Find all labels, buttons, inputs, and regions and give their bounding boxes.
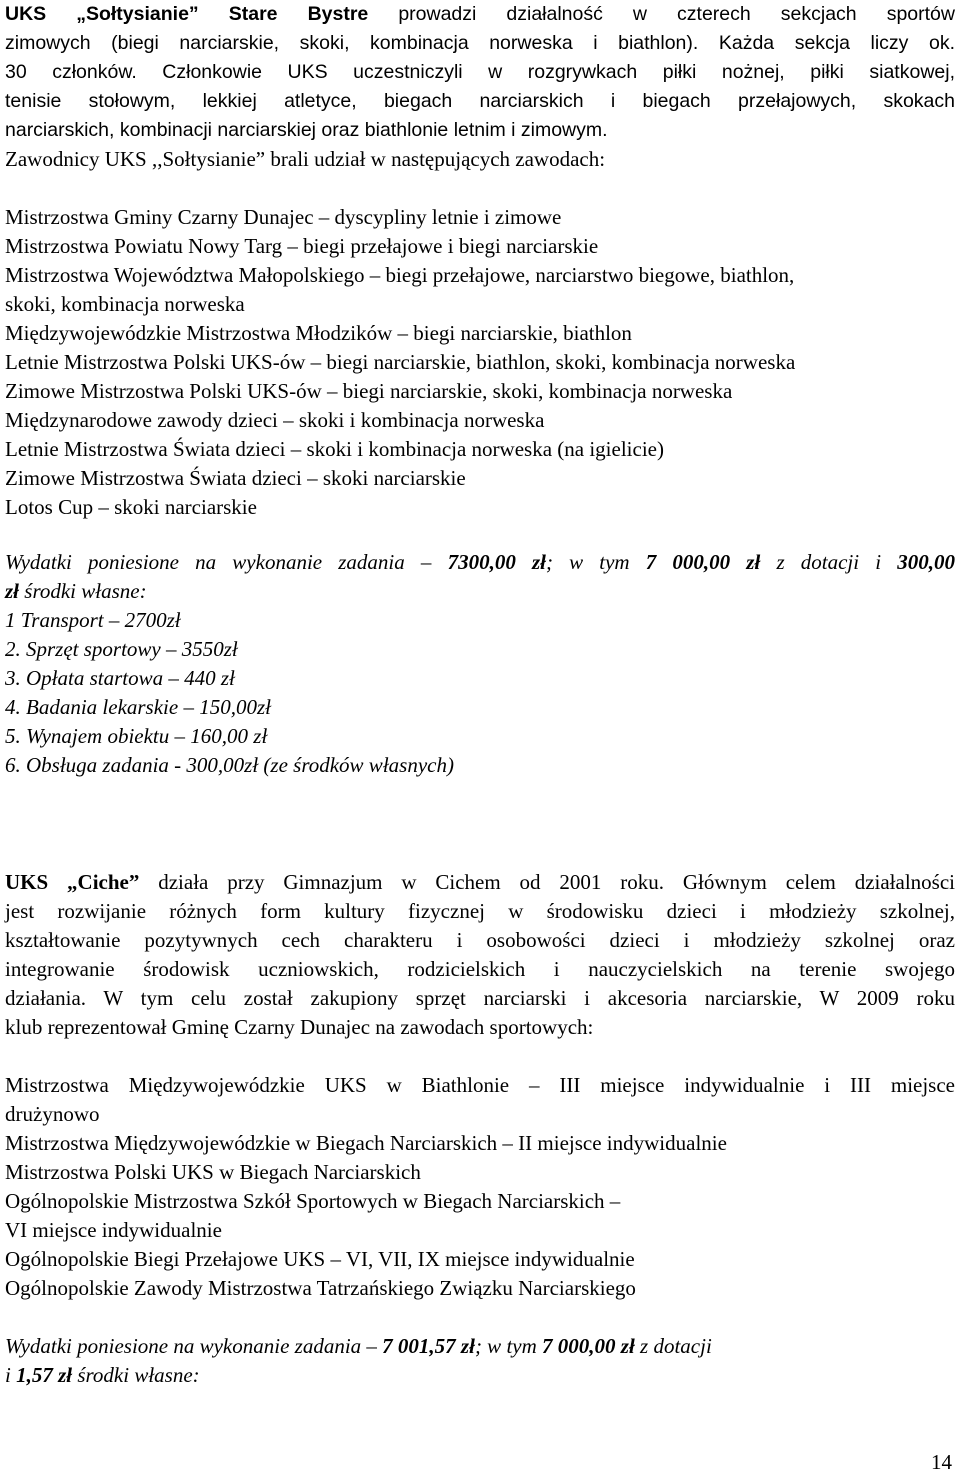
expenses-grant: 7 000,00 zł [645,550,761,574]
cost-text: 2. Sprzęt sportowy – 3550zł [5,637,238,661]
intro-line-1 [5,0,955,29]
list-item: Mistrzostwa Polski UKS w Biegach Narciarskich [5,1160,421,1184]
expenses-total: 7300,00 zł [447,550,546,574]
ciche-expenses-line-2 [5,1361,955,1390]
list-item: Letnie Mistrzostwa Polski UKS-ów – biegi narciarskie, biathlon, skoki, kombinacja norweska [5,350,796,374]
list-item: Zimowe Mistrzostwa Polski UKS-ów – biegi narciarskie, skoki, kombinacja norweska [5,379,733,403]
club-name-soltysianie: „Sołtysianie” [76,3,199,25]
expenses-sep: ; w tym [474,1334,543,1358]
list-item: Międzywojewódzkie Mistrzostwa Młodzików – biegi narciarskie, biathlon [5,321,632,345]
ciche-line-4: integrowanie środowisk uczniowskich, rodzicielskich i nauczycielskich na terenie swojego [5,957,955,981]
cost-item [5,751,955,780]
intro-line-4: tenisie stołowym, lekkiej atletyce, biegach narciarskich i biegach przełajowych, skokach [5,90,955,112]
list-item: Lotos Cup – skoki narciarskie [5,495,257,519]
list-item: Letnie Mistrzostwa Świata dzieci – skoki i kombinacja norweska (na igielicie) [5,437,664,461]
ciche-expenses [5,1332,955,1390]
expenses-label: Wydatki poniesione na wykonanie zadania – [5,550,448,574]
list-item: Mistrzostwa Międzywojewódzkie w Biegach Narciarskich – II miejsce indywidualnie [5,1131,727,1155]
expenses-line-1 [5,548,955,577]
intro-line-3: 30 członków. Członkowie UKS uczestniczyli w rozgrywkach piłki nożnej, piłki siatkowej, [5,61,955,83]
ciche-text-1: działa przy Gimnazjum w Cichem od 2001 roku. Głównym celem działalności [139,870,955,894]
cost-text: 1 Transport – 2700zł [5,608,181,632]
cost-item [5,693,955,722]
list-item: Zimowe Mistrzostwa Świata dzieci – skoki narciarskie [5,466,466,490]
ciche-line-2: jest rozwijanie różnych form kultury fizycznej w środowisku dzieci i młodzieży szkolnej, [5,899,955,923]
ciche-line-5: działania. W tym celu został zakupiony sprzęt narciarski i akcesoria narciarskie, W 2009 roku [5,986,955,1010]
cost-text: 6. Obsługa zadania - 300,00zł (ze środków własnych) [5,753,454,777]
cost-text: 4. Badania lekarskie – 150,00zł [5,695,271,719]
cost-item [5,664,955,693]
expenses-grant: 7 000,00 zł [542,1334,635,1358]
intro-line-6: Zawodnicy UKS ,,Sołtysianie” brali udział w następujących zawodach: [5,147,606,171]
soltysianie-expenses [5,548,955,780]
club-name-prefix: UKS [5,3,47,25]
intro-line-2: zimowych (biegi narciarskie, skoki, kombinacja norweska i biathlon). Każda sekcja liczy ok. [5,32,955,54]
cost-text: 3. Opłata startowa – 440 zł [5,666,235,690]
ciche-results-list [5,1071,955,1303]
list-item: Mistrzostwa Województwa Małopolskiego – biegi przełajowe, narciarstwo biegowe, biathlon, [5,263,795,287]
ciche-intro [5,868,955,1042]
list-item: Ogólnopolskie Mistrzostwa Szkół Sportowych w Biegach Narciarskich – [5,1189,621,1213]
expenses-line-2 [5,577,955,606]
intro-text-1: prowadzi działalność w czterech sekcjach sportów [398,3,955,25]
list-item: Ogólnopolskie Biegi Przełajowe UKS – VI, VII, IX miejsce indywidualnie [5,1247,635,1271]
soltysianie-competitions-list [5,203,955,522]
list-item: Międzynarodowe zawody dzieci – skoki i kombinacja norweska [5,408,545,432]
expenses-and: i [5,1363,17,1387]
expenses-own: 1,57 zł [16,1363,73,1387]
expenses-total: 7 001,57 zł [382,1334,475,1358]
expenses-grant-label: z dotacji [634,1334,712,1358]
list-item: Mistrzostwa Powiatu Nowy Targ – biegi przełajowe i biegi narciarskie [5,234,599,258]
list-item: Mistrzostwa Międzywojewódzkie UKS w Biathlonie – III miejsce indywidualnie i III miejsce [5,1073,955,1097]
expenses-own-label: środki własne: [19,579,147,603]
cost-item [5,635,955,664]
page-number: 14 [931,1450,952,1474]
expenses-own-label: środki własne: [72,1363,200,1387]
list-item: skoki, kombinacja norweska [5,292,245,316]
expenses-label: Wydatki poniesione na wykonanie zadania – [5,1334,383,1358]
expenses-own-currency: zł [5,579,20,603]
list-item: drużynowo [5,1102,100,1126]
cost-item [5,722,955,751]
expenses-sep: ; w tym [545,550,646,574]
list-item: Ogólnopolskie Zawody Mistrzostwa Tatrzańskiego Związku Narciarskiego [5,1276,636,1300]
ciche-line-6: klub reprezentował Gminę Czarny Dunajec na zawodach sportowych: [5,1015,594,1039]
expenses-grant-label: z dotacji i [760,550,898,574]
list-item: VI miejsce indywidualnie [5,1218,222,1242]
soltysianie-intro [5,0,955,174]
expenses-own: 300,00 [897,550,955,574]
list-item: Mistrzostwa Gminy Czarny Dunajec – dyscypliny letnie i zimowe [5,205,562,229]
cost-text: 5. Wynajem obiektu – 160,00 zł [5,724,268,748]
club-name-ciche: UKS „Ciche” [5,870,140,894]
ciche-line-3: kształtowanie pozytywnych cech charakteru i osobowości dzieci i młodzieży szkolnej oraz [5,928,955,952]
club-place-1: Stare [228,3,278,25]
ciche-expenses-line-1 [5,1332,955,1361]
ciche-line-1 [5,868,955,897]
intro-line-5: narciarskich, kombinacji narciarskiej oraz biathlonie letnim i zimowym. [5,119,608,141]
cost-item [5,606,955,635]
club-place-2: Bystre [307,3,369,25]
